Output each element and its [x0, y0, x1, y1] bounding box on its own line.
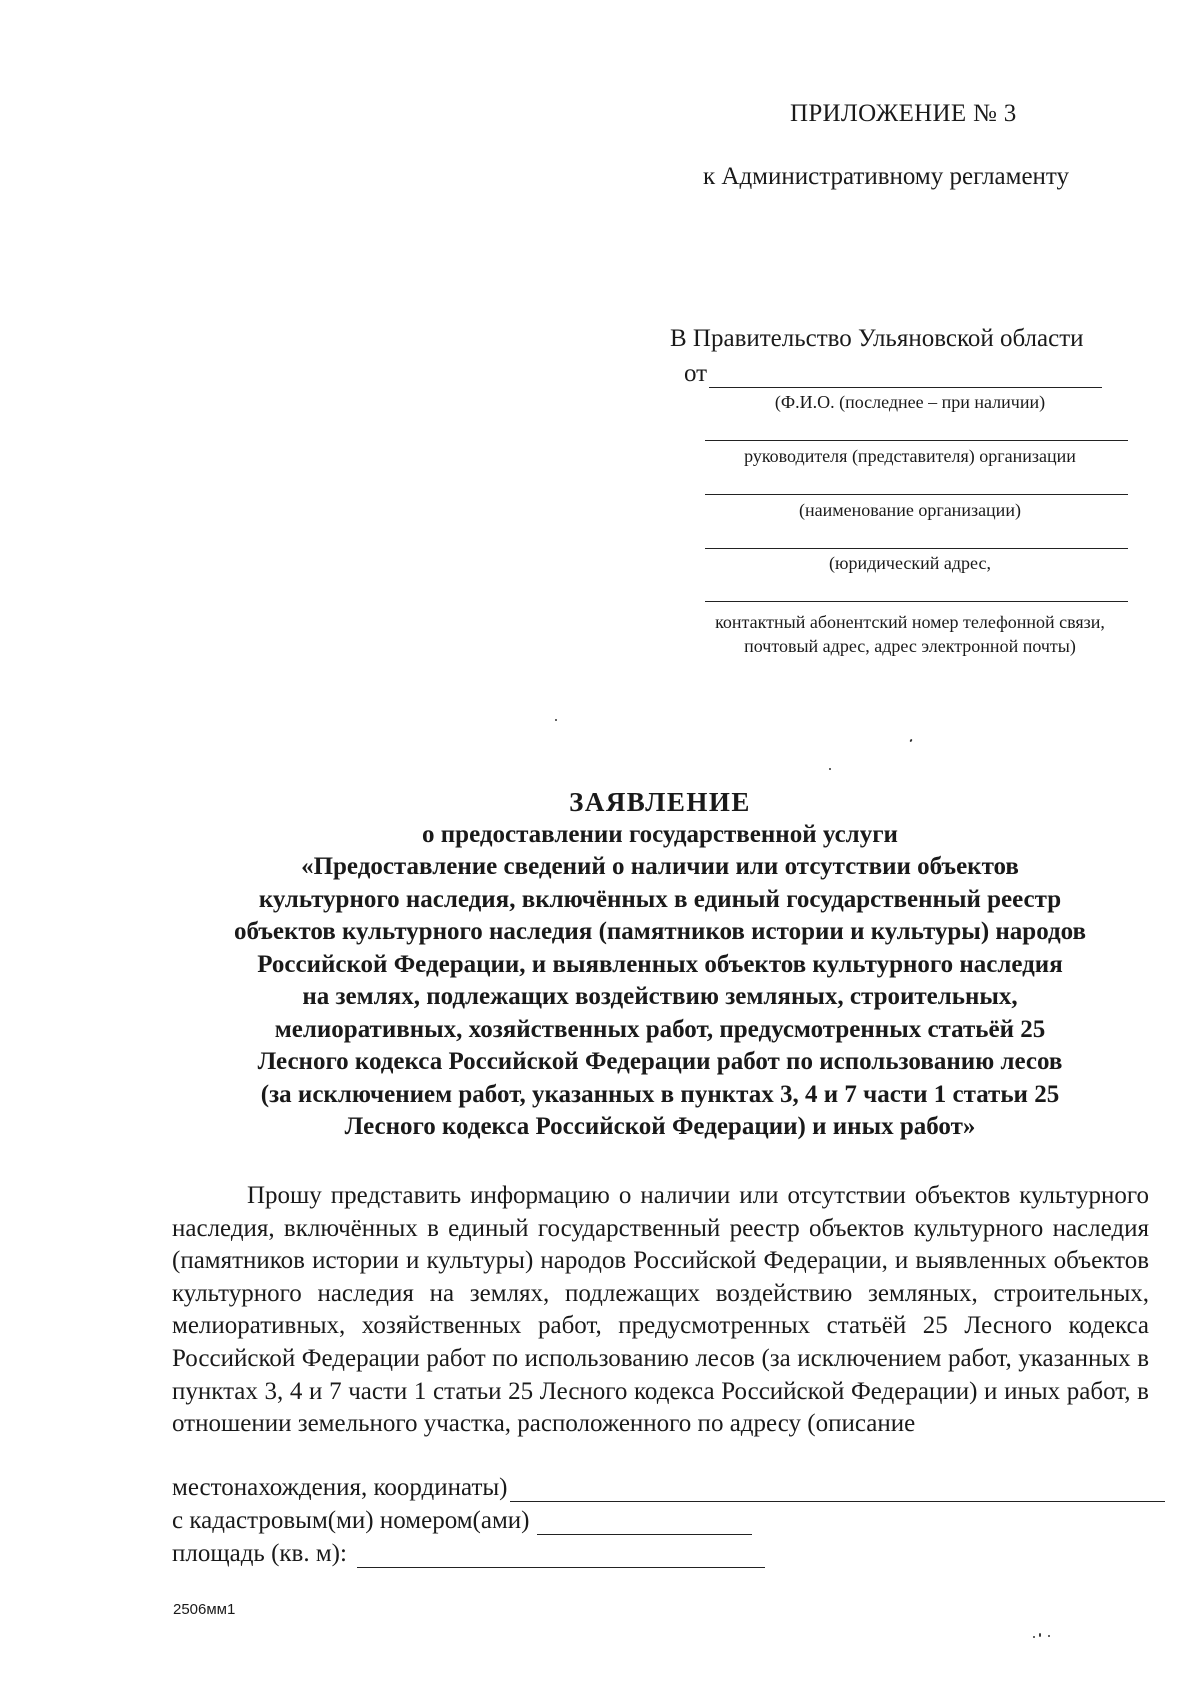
caption-contacts-2: почтовый адрес, адрес электронной почты): [744, 636, 1076, 656]
addressee-line: В Правительство Ульяновской области: [670, 325, 1084, 352]
scan-speck: [1033, 1636, 1035, 1638]
title-line: объектов культурного наследия (памятников истории и культуры) народов: [233, 918, 1087, 945]
title-line: на землях, подлежащих воздействию земляных, строительных,: [302, 983, 1018, 1010]
title-line: Лесного кодекса Российской Федерации работ по использованию лесов: [257, 1048, 1063, 1075]
legal-address-field[interactable]: [705, 548, 1128, 549]
cadastral-field[interactable]: [537, 1510, 752, 1535]
scan-speck: [1048, 1635, 1050, 1637]
title-line: о предоставлении государственной услуги: [422, 820, 898, 848]
scan-speck: [1039, 1633, 1041, 1637]
request-paragraph: Прошу представить информацию о наличии или отсутствии объектов культурного наследия, включённых в единый государственный реестр объектов культурного наследия (памятников истории и культуры) народов Российской Федерации, и выявленных объектов культурного наследия на землях, подлежащих воздействию земляных, строительных, мелиоративных, хозяйственных работ, предусмотренных статьёй 25 Лесного кодекса Российской Федерации работ по использованию лесов (за исключением работ, указанных в пунктах 3, 4 и 7 части 1 статьи 25 Лесного кодекса Российской Федерации) и иных работ, в отношении земельного участка, расположенного по адресу (описание: [172, 1182, 1149, 1438]
statement-title-block: [160, 786, 1160, 1144]
title-line: «Предоставление сведений о наличии или отсутствии объектов: [301, 853, 1019, 880]
title-line: (за исключением работ, указанных в пунктах 3, 4 и 7 части 1 статьи 25: [260, 1080, 1060, 1108]
organization-name-field[interactable]: [705, 494, 1128, 495]
document-code: 2506мм1: [173, 1601, 236, 1618]
title-line: Российской Федерации, и выявленных объектов культурного наследия: [257, 950, 1063, 978]
caption-fio: (Ф.И.О. (последнее – при наличии): [774, 392, 1046, 412]
appendix-subtitle: к Административному регламенту: [703, 163, 1070, 190]
appendix-title: ПРИЛОЖЕНИЕ № 3: [790, 100, 1017, 127]
caption-head: руководителя (представителя) организации: [744, 446, 1076, 466]
statement-title: ЗАЯВЛЕНИЕ: [569, 787, 751, 817]
caption-org-name: (наименование организации): [799, 500, 1021, 520]
from-row: [684, 360, 1102, 388]
cadastral-row: [172, 1507, 752, 1535]
scan-speck: [909, 739, 912, 743]
caption-legal-address: (юридический адрес,: [829, 553, 991, 573]
location-row: [172, 1474, 1165, 1502]
scan-speck: [555, 719, 557, 721]
from-label: от: [684, 360, 708, 387]
area-label: площадь (кв. м):: [172, 1540, 347, 1567]
title-line: Лесного кодекса Российской Федерации) и иных работ»: [344, 1113, 976, 1140]
caption-contacts-1: контактный абонентский номер телефонной связи,: [715, 612, 1105, 632]
scan-speck: [829, 768, 831, 770]
title-line: культурного наследия, включённых в единый государственный реестр: [258, 885, 1062, 913]
location-label: местонахождения, координаты): [172, 1474, 508, 1501]
area-field[interactable]: [357, 1543, 765, 1568]
title-line: мелиоративных, хозяйственных работ, предусмотренных статьёй 25: [274, 1015, 1046, 1043]
from-name-field[interactable]: [709, 363, 1102, 388]
location-field[interactable]: [510, 1477, 1165, 1502]
organization-head-field[interactable]: [705, 440, 1128, 441]
cadastral-label: с кадастровым(ми) номером(ами): [172, 1507, 530, 1534]
area-row: [172, 1540, 765, 1568]
contacts-field[interactable]: [705, 601, 1128, 602]
